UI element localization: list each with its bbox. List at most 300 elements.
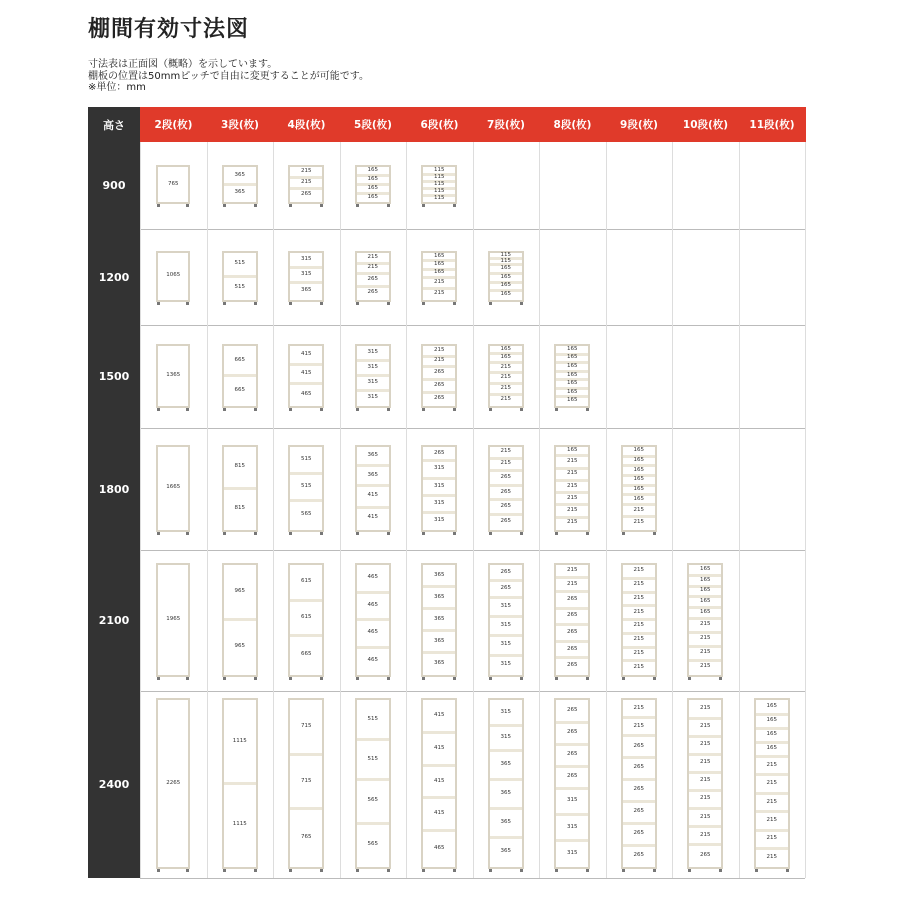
shelf-gap-label: 165 bbox=[567, 345, 578, 352]
shelf-board bbox=[623, 618, 655, 621]
shelf-gap-label: 265 bbox=[567, 645, 578, 652]
row-header-height: 1500 bbox=[88, 325, 140, 428]
shelf-board bbox=[623, 659, 655, 662]
shelf-gap-label: 465 bbox=[367, 629, 378, 636]
shelf-gap-label: 215 bbox=[567, 519, 578, 526]
shelf-gap-label: 465 bbox=[367, 574, 378, 581]
shelf-foot bbox=[320, 677, 323, 680]
shelf-board bbox=[423, 511, 455, 514]
shelf-gap-label: 215 bbox=[301, 168, 312, 175]
shelf-board bbox=[490, 596, 522, 599]
shelf-gap-label: 465 bbox=[434, 844, 445, 851]
shelf-board bbox=[623, 844, 655, 847]
column-divider bbox=[473, 142, 474, 878]
shelf-board bbox=[556, 813, 588, 816]
shelf-gap-label: 315 bbox=[500, 622, 511, 629]
shelf-gap-label: 415 bbox=[367, 492, 378, 499]
shelf-gap-label: 215 bbox=[567, 482, 578, 489]
shelf-gap-label: 365 bbox=[434, 571, 445, 578]
shelf-foot bbox=[387, 302, 390, 305]
shelf-board bbox=[689, 807, 721, 810]
shelf-board bbox=[357, 646, 389, 649]
shelf-board bbox=[689, 645, 721, 648]
shelf-foot bbox=[157, 302, 160, 305]
shelf-gap-label: 265 bbox=[434, 369, 445, 376]
shelf-foot bbox=[157, 532, 160, 535]
shelf-gap-label: 165 bbox=[567, 447, 578, 454]
shelf-gap-label: 215 bbox=[434, 357, 445, 364]
shelf-foot bbox=[586, 532, 589, 535]
shelf-gap-label: 315 bbox=[500, 733, 511, 740]
row-divider bbox=[140, 878, 805, 879]
shelf-gap-label: 215 bbox=[700, 723, 711, 730]
shelf-gap-label: 765 bbox=[301, 833, 312, 840]
shelf-gap-label: 215 bbox=[633, 506, 644, 513]
shelf-board bbox=[556, 839, 588, 842]
shelf-foot bbox=[157, 408, 160, 411]
shelf-gap-label: 215 bbox=[434, 290, 445, 297]
shelf-gap-label: 265 bbox=[633, 808, 644, 815]
shelf-foot bbox=[755, 869, 758, 872]
note-line: 寸法表は正面図（概略）を示しています。 bbox=[88, 59, 278, 70]
shelf-board bbox=[689, 825, 721, 828]
shelf-gap-label: 315 bbox=[500, 602, 511, 609]
shelf-board bbox=[423, 629, 455, 632]
column-header: 7段(枚) bbox=[473, 107, 540, 142]
shelf-foot bbox=[157, 677, 160, 680]
shelf-board bbox=[689, 789, 721, 792]
shelf-gap-label: 215 bbox=[766, 761, 777, 768]
shelf-board bbox=[623, 591, 655, 594]
shelf-board bbox=[689, 631, 721, 634]
shelf-gap-label: 115 bbox=[434, 173, 445, 180]
shelf-board bbox=[689, 843, 721, 846]
page-title: 棚間有効寸法図 bbox=[88, 17, 250, 42]
shelf-board bbox=[556, 721, 588, 724]
shelf-board bbox=[490, 836, 522, 839]
shelf-gap-label: 265 bbox=[633, 742, 644, 749]
shelf-board bbox=[623, 756, 655, 759]
shelf-gap-label: 515 bbox=[301, 482, 312, 489]
note-line: 棚板の位置は50mmピッチで自由に変更することが可能です。 bbox=[88, 70, 370, 82]
shelf-foot bbox=[320, 204, 323, 207]
shelf-gap-label: 315 bbox=[434, 482, 445, 489]
shelf-board bbox=[423, 585, 455, 588]
column-header: 9段(枚) bbox=[606, 107, 673, 142]
shelf-gap-label: 215 bbox=[700, 621, 711, 628]
shelf-board bbox=[623, 646, 655, 649]
shelf-gap-label: 165 bbox=[500, 273, 511, 280]
shelf-gap-label: 215 bbox=[633, 581, 644, 588]
shelf-foot bbox=[422, 302, 425, 305]
shelf-foot bbox=[254, 532, 257, 535]
shelf-board bbox=[689, 717, 721, 720]
shelf-board bbox=[490, 724, 522, 727]
shelf-board bbox=[357, 272, 389, 275]
shelf-foot bbox=[356, 408, 359, 411]
shelf-foot bbox=[223, 532, 226, 535]
shelf-board bbox=[756, 755, 788, 758]
shelf-gap-label: 165 bbox=[567, 371, 578, 378]
shelf-board bbox=[224, 782, 256, 785]
shelf-gap-label: 215 bbox=[567, 494, 578, 501]
shelf-foot bbox=[289, 869, 292, 872]
shelf-gap-label: 165 bbox=[500, 291, 511, 298]
row-header-height: 900 bbox=[88, 142, 140, 229]
shelf-board bbox=[290, 187, 322, 190]
shelf-gap-label: 265 bbox=[567, 628, 578, 635]
shelf-gap-label: 265 bbox=[567, 729, 578, 736]
shelf-gap-label: 265 bbox=[567, 595, 578, 602]
shelf-gap-label: 215 bbox=[700, 795, 711, 802]
shelf-foot bbox=[186, 204, 189, 207]
shelf-gap-label: 115 bbox=[434, 166, 445, 173]
column-divider bbox=[340, 142, 341, 878]
shelf-gap-label: 215 bbox=[700, 777, 711, 784]
shelf-gap-label: 365 bbox=[434, 593, 445, 600]
shelf-foot bbox=[520, 869, 523, 872]
shelf-gap-label: 365 bbox=[500, 790, 511, 797]
shelf-gap-label: 665 bbox=[234, 386, 245, 393]
shelf-board bbox=[357, 618, 389, 621]
shelf-gap-label: 265 bbox=[567, 662, 578, 669]
shelf-gap-label: 115 bbox=[434, 180, 445, 187]
shelf-gap-label: 165 bbox=[434, 252, 445, 259]
shelf-gap-label: 265 bbox=[633, 786, 644, 793]
shelf-foot bbox=[223, 204, 226, 207]
shelf-foot bbox=[520, 302, 523, 305]
shelf-board bbox=[490, 654, 522, 657]
shelf-board bbox=[357, 285, 389, 288]
shelf-gap-label: 515 bbox=[234, 283, 245, 290]
shelf-board bbox=[423, 391, 455, 394]
shelf-gap-label: 265 bbox=[633, 852, 644, 859]
shelf-gap-label: 265 bbox=[434, 449, 445, 456]
shelf-foot bbox=[555, 408, 558, 411]
shelf-gap-label: 315 bbox=[301, 255, 312, 262]
shelf-frame bbox=[554, 698, 590, 869]
shelf-gap-label: 215 bbox=[434, 279, 445, 286]
shelf-gap-label: 215 bbox=[567, 567, 578, 574]
shelf-foot bbox=[586, 677, 589, 680]
shelf-foot bbox=[289, 677, 292, 680]
shelf-foot bbox=[622, 869, 625, 872]
shelf-foot bbox=[688, 869, 691, 872]
column-header: 6段(枚) bbox=[406, 107, 473, 142]
shelf-board bbox=[357, 359, 389, 362]
shelf-gap-label: 965 bbox=[234, 588, 245, 594]
shelf-gap-label: 215 bbox=[633, 519, 644, 526]
shelf-gap-label: 515 bbox=[367, 755, 378, 762]
shelf-board bbox=[423, 365, 455, 368]
shelf-board bbox=[290, 599, 322, 602]
shelf-gap-label: 315 bbox=[567, 823, 578, 830]
shelf-gap-label: 2265 bbox=[166, 779, 181, 786]
shelf-gap-label: 165 bbox=[766, 731, 777, 738]
column-divider bbox=[539, 142, 540, 878]
shelf-board bbox=[689, 617, 721, 620]
shelf-foot bbox=[555, 677, 558, 680]
shelf-gap-label: 715 bbox=[301, 777, 312, 784]
shelf-foot bbox=[422, 532, 425, 535]
shelf-board bbox=[423, 796, 455, 799]
shelf-board bbox=[224, 487, 256, 490]
shelf-gap-label: 165 bbox=[700, 587, 711, 594]
shelf-foot bbox=[653, 532, 656, 535]
shelf-board bbox=[423, 651, 455, 654]
shelf-foot bbox=[422, 677, 425, 680]
shelf-board bbox=[756, 727, 788, 730]
shelf-gap-label: 165 bbox=[367, 176, 378, 183]
shelf-gap-label: 715 bbox=[301, 723, 312, 730]
column-header: 5段(枚) bbox=[340, 107, 407, 142]
shelf-gap-label: 315 bbox=[301, 270, 312, 277]
shelf-foot bbox=[555, 869, 558, 872]
shelf-board bbox=[490, 498, 522, 501]
column-divider bbox=[273, 142, 274, 878]
shelf-foot bbox=[786, 869, 789, 872]
shelf-foot bbox=[254, 204, 257, 207]
shelf-gap-label: 165 bbox=[567, 354, 578, 361]
column-divider bbox=[606, 142, 607, 878]
shelf-gap-label: 365 bbox=[234, 189, 245, 196]
shelf-gap-label: 215 bbox=[766, 798, 777, 805]
shelf-foot bbox=[320, 302, 323, 305]
shelf-gap-label: 165 bbox=[633, 495, 644, 502]
shelf-board bbox=[756, 792, 788, 795]
shelf-board bbox=[290, 266, 322, 269]
shelf-gap-label: 965 bbox=[234, 643, 245, 649]
shelf-gap-label: 565 bbox=[367, 797, 378, 804]
shelf-gap-label: 1965 bbox=[166, 615, 181, 622]
shelf-foot bbox=[223, 869, 226, 872]
shelf-gap-label: 565 bbox=[301, 510, 312, 517]
shelf-gap-label: 265 bbox=[567, 612, 578, 619]
column-header: 8段(枚) bbox=[539, 107, 606, 142]
shelf-board bbox=[357, 506, 389, 509]
shelf-foot bbox=[387, 204, 390, 207]
shelf-board bbox=[756, 829, 788, 832]
shelf-gap-label: 215 bbox=[633, 608, 644, 615]
shelf-gap-label: 265 bbox=[500, 488, 511, 495]
shelf-board bbox=[689, 771, 721, 774]
shelf-board bbox=[556, 623, 588, 626]
shelf-gap-label: 215 bbox=[567, 470, 578, 477]
shelf-board bbox=[556, 656, 588, 659]
shelf-board bbox=[556, 479, 588, 482]
shelf-gap-label: 165 bbox=[700, 608, 711, 615]
shelf-board bbox=[623, 604, 655, 607]
shelf-gap-label: 215 bbox=[633, 594, 644, 601]
shelf-board bbox=[290, 753, 322, 756]
column-header: 3段(枚) bbox=[207, 107, 274, 142]
shelf-gap-label: 165 bbox=[766, 703, 777, 710]
shelf-gap-label: 365 bbox=[367, 452, 378, 459]
shelf-board bbox=[357, 822, 389, 825]
shelf-foot bbox=[289, 302, 292, 305]
shelf-gap-label: 315 bbox=[567, 849, 578, 856]
shelf-gap-label: 265 bbox=[434, 395, 445, 401]
shelf-gap-label: 215 bbox=[766, 780, 777, 787]
shelf-gap-label: 265 bbox=[434, 382, 445, 389]
shelf-gap-label: 265 bbox=[367, 276, 378, 283]
column-header: 2段(枚) bbox=[140, 107, 207, 142]
shelf-gap-label: 265 bbox=[567, 773, 578, 780]
shelf-board bbox=[357, 778, 389, 781]
shelf-foot bbox=[422, 204, 425, 207]
shelf-foot bbox=[489, 302, 492, 305]
shelf-gap-label: 365 bbox=[234, 171, 245, 178]
shelf-gap-label: 215 bbox=[700, 649, 711, 656]
shelf-gap-label: 265 bbox=[500, 503, 511, 510]
shelf-foot bbox=[320, 532, 323, 535]
shelf-gap-label: 215 bbox=[700, 741, 711, 748]
shelf-board bbox=[290, 634, 322, 637]
shelf-gap-label: 265 bbox=[367, 289, 378, 295]
shelf-gap-label: 115 bbox=[434, 194, 445, 201]
shelf-foot bbox=[688, 677, 691, 680]
shelf-gap-label: 215 bbox=[434, 346, 445, 353]
shelf-gap-label: 215 bbox=[633, 704, 644, 711]
shelf-gap-label: 165 bbox=[567, 380, 578, 387]
column-divider bbox=[207, 142, 208, 878]
shelf-board bbox=[357, 464, 389, 467]
shelf-gap-label: 165 bbox=[700, 598, 711, 605]
notes bbox=[88, 59, 369, 94]
shelf-gap-label: 165 bbox=[500, 265, 511, 271]
shelf-foot bbox=[223, 677, 226, 680]
shelf-foot bbox=[320, 408, 323, 411]
shelf-gap-label: 215 bbox=[633, 663, 644, 670]
shelf-board bbox=[689, 753, 721, 756]
shelf-gap-label: 265 bbox=[500, 473, 511, 480]
shelf-gap-label: 815 bbox=[234, 463, 245, 470]
shelf-board bbox=[290, 499, 322, 502]
shelf-gap-label: 215 bbox=[367, 264, 378, 271]
shelf-foot bbox=[157, 204, 160, 207]
shelf-gap-label: 315 bbox=[367, 349, 378, 355]
shelf-gap-label: 215 bbox=[500, 396, 511, 403]
shelf-gap-label: 165 bbox=[434, 269, 445, 276]
shelf-foot bbox=[453, 302, 456, 305]
shelf-foot bbox=[653, 677, 656, 680]
shelf-foot bbox=[489, 677, 492, 680]
shelf-foot bbox=[254, 869, 257, 872]
shelf-gap-label: 815 bbox=[234, 504, 245, 511]
shelf-foot bbox=[520, 532, 523, 535]
shelf-foot bbox=[387, 677, 390, 680]
shelf-board bbox=[490, 469, 522, 472]
shelf-board bbox=[556, 576, 588, 579]
shelf-gap-label: 165 bbox=[700, 565, 711, 572]
shelf-gap-label: 115 bbox=[500, 257, 511, 264]
shelf-gap-label: 215 bbox=[700, 635, 711, 642]
shelf-gap-label: 1065 bbox=[166, 272, 181, 278]
shelf-foot bbox=[289, 408, 292, 411]
shelf-board bbox=[224, 374, 256, 377]
shelf-frame bbox=[554, 563, 590, 677]
shelf-board bbox=[623, 734, 655, 737]
shelf-board bbox=[623, 778, 655, 781]
shelf-gap-label: 165 bbox=[700, 576, 711, 583]
shelf-foot bbox=[622, 532, 625, 535]
shelf-board bbox=[556, 640, 588, 643]
shelf-board bbox=[490, 513, 522, 516]
shelf-board bbox=[556, 765, 588, 768]
shelf-gap-label: 165 bbox=[633, 447, 644, 454]
shelf-gap-label: 365 bbox=[500, 819, 511, 826]
shelf-gap-label: 665 bbox=[301, 651, 312, 658]
shelf-board bbox=[556, 607, 588, 610]
shelf-foot bbox=[356, 677, 359, 680]
shelf-gap-label: 215 bbox=[567, 458, 578, 465]
shelf-gap-label: 165 bbox=[567, 388, 578, 395]
shelf-gap-label: 1665 bbox=[166, 484, 181, 490]
row-header-height: 2400 bbox=[88, 691, 140, 878]
shelf-foot bbox=[719, 677, 722, 680]
shelf-board bbox=[689, 735, 721, 738]
shelf-board bbox=[423, 731, 455, 734]
shelf-gap-label: 315 bbox=[434, 499, 445, 506]
shelf-board bbox=[290, 363, 322, 366]
shelf-foot bbox=[254, 677, 257, 680]
shelf-gap-label: 265 bbox=[500, 584, 511, 591]
shelf-gap-label: 315 bbox=[500, 708, 511, 715]
shelf-gap-label: 265 bbox=[301, 191, 312, 198]
shelf-board bbox=[556, 590, 588, 593]
shelf-gap-label: 165 bbox=[434, 261, 445, 268]
shelf-gap-label: 215 bbox=[500, 374, 511, 381]
shelf-foot bbox=[320, 869, 323, 872]
shelf-gap-label: 165 bbox=[633, 466, 644, 473]
shelf-board bbox=[556, 491, 588, 494]
shelf-board bbox=[623, 800, 655, 803]
shelf-gap-label: 265 bbox=[700, 851, 711, 858]
shelf-gap-label: 215 bbox=[633, 636, 644, 643]
shelf-gap-label: 415 bbox=[434, 744, 445, 751]
shelf-gap-label: 215 bbox=[700, 831, 711, 838]
shelf-gap-label: 315 bbox=[434, 465, 445, 472]
shelf-gap-label: 165 bbox=[500, 353, 511, 360]
shelf-gap-label: 215 bbox=[633, 722, 644, 729]
shelf-board bbox=[623, 515, 655, 518]
shelf-board bbox=[490, 807, 522, 810]
shelf-gap-label: 315 bbox=[367, 394, 378, 400]
shelf-board bbox=[556, 467, 588, 470]
shelf-gap-label: 215 bbox=[700, 663, 711, 670]
shelf-board bbox=[756, 713, 788, 716]
shelf-gap-label: 515 bbox=[301, 455, 312, 462]
shelf-foot bbox=[422, 408, 425, 411]
shelf-gap-label: 315 bbox=[500, 660, 511, 667]
column-header: 10段(枚) bbox=[672, 107, 739, 142]
shelf-gap-label: 465 bbox=[301, 390, 312, 397]
shelf-gap-label: 165 bbox=[766, 745, 777, 752]
shelf-gap-label: 115 bbox=[434, 187, 445, 194]
shelf-foot bbox=[356, 204, 359, 207]
shelf-board bbox=[423, 378, 455, 381]
shelf-gap-label: 215 bbox=[500, 363, 511, 370]
shelf-gap-label: 215 bbox=[633, 649, 644, 656]
shelf-foot bbox=[586, 869, 589, 872]
shelf-gap-label: 615 bbox=[301, 578, 312, 585]
shelf-gap-label: 215 bbox=[700, 813, 711, 820]
shelf-gap-label: 215 bbox=[766, 835, 777, 842]
shelf-foot bbox=[453, 408, 456, 411]
shelf-foot bbox=[555, 532, 558, 535]
shelf-board bbox=[423, 764, 455, 767]
shelf-gap-label: 415 bbox=[434, 712, 445, 719]
